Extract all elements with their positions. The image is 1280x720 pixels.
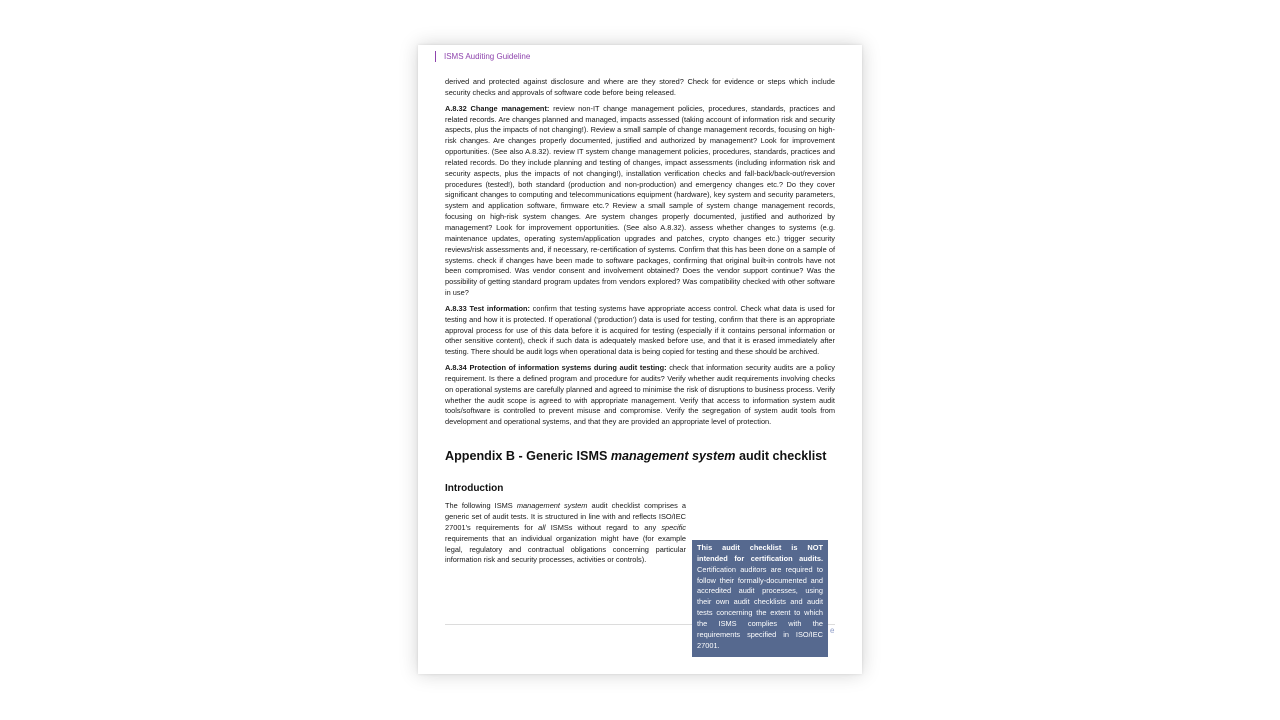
paragraph-a832 [445, 104, 835, 299]
callout-box [692, 540, 828, 657]
a833-title: A.8.33 Test information: [445, 303, 530, 313]
paragraph-a834 [445, 363, 835, 428]
footer-mark: e [830, 626, 835, 635]
intro-part-5: ISMSs without regard to any [545, 522, 662, 532]
a832-text: review non-IT change management policies, procedures, standards, practices and related records. Are changes planned and managed, impacts assessed (taking account of information risk and security aspects, plus the impacts of not changing!). Review a small sample of change management records, focusing on high-risk changes. Are changes properly documented, justified and authorized by management? Look for improvement opportunities. (See also A.8.32). review IT system change management policies, procedures, standards, practices and related records. Do they include planning and testing of changes, impact assessments (including information risk and security aspects, plus the impacts of not changing!), installation verification checks and fall-back/back-out/reversion procedures (tested!), both standard (production and non-production) and emergency changes etc.? Do they cover significant changes to computing and telecommunications equipment (hardware), key system and security parameters, system and application software, firmware etc.? Review a small sample of system change management records, focusing on high-risk system changes. Are system changes properly documented, justified and authorized by management? Look for improvement opportunities. (See also A.8.32). assess whether changes to systems (e.g. maintenance updates, operating system/application upgrades and patches, crypto changes etc.) trigger security reviews/risk assessments and, if necessary, re-certification of systems. Confirm that this has been done on a sample of systems. check if changes have been made to software packages, confirming that original built-in controls have not been compromised. Was vendor consent and involvement obtained? Does the vendor support continue? Was the possibility of getting standard program updates from vendors explored? Was compatibility checked with other software in use? [445, 103, 835, 298]
intro-part-6: specific [661, 522, 686, 532]
appendix-heading [445, 448, 835, 464]
intro-part-7: requirements that an individual organization might have (for example legal, regulatory and contractual obligations concerning particular information risk and security processes, activities or controls). [445, 533, 686, 565]
a834-text: check that information security audits are a policy requirement. Is there a defined program and procedure for audits? Verify whether audit requirements involving checks on operational systems are carefully planned and agreed to minimise the risk of disruptions to business process. Verify whether the audit scope is agreed to with appropriate management. Verify that access to information system audit tools/software is controlled to prevent misuse and compromise. Verify the segregation of system audit tools from development and operational systems, and that they are provided an appropriate level of protection. [445, 363, 835, 427]
a833-text: confirm that testing systems have appropriate access control. Check what data is used for testing and how it is protected. If operational (‘production’) data is used for testing, confirm that there is an appropriate approval process for use of this data before it is acquired for testing (especially if it contains personal information or other sensitive content), check if such data is adequately masked before use, and that it is erased immediately after testing. There should be audit logs when operational data is being copied for testing and these should be archived. [445, 303, 835, 357]
introduction-heading: Introduction [445, 483, 504, 495]
appendix-heading-prefix: Appendix B - Generic ISMS [445, 449, 611, 464]
paragraph-a833 [445, 304, 835, 358]
intro-part-4: all [538, 522, 546, 532]
intro-part-2: management system [516, 501, 588, 511]
callout-bold: This audit checklist is NOT intended for certification audits. [697, 543, 823, 563]
appendix-heading-italic: management system [610, 449, 736, 464]
paragraph-continuation: derived and protected against disclosure and where are they stored? Check for evidence or steps which include security checks and approvals of software code before being released. [445, 77, 835, 97]
a832-title: A.8.32 Change management: [445, 103, 550, 113]
a834-title: A.8.34 Protection of information systems during audit testing: [445, 363, 667, 373]
intro-part-3: audit checklist comprises a generic set of audit tests. It is structured in line with and reflects ISO/IEC 27001’s requirements for [445, 501, 686, 532]
page-content [445, 77, 835, 566]
running-header: ISMS Auditing Guideline [435, 51, 530, 62]
intro-part-1: The following ISMS [445, 501, 517, 511]
introduction-paragraph [445, 501, 686, 566]
appendix-heading-suffix: audit checklist [735, 449, 827, 464]
callout-text: Certification auditors are required to follow their formally-documented and accredited audit processes, using their own audit checklists and audit tests concerning the extent to which the ISMS complies with the requirements specified in ISO/IEC 27001. [697, 564, 823, 650]
document-page [418, 45, 862, 674]
